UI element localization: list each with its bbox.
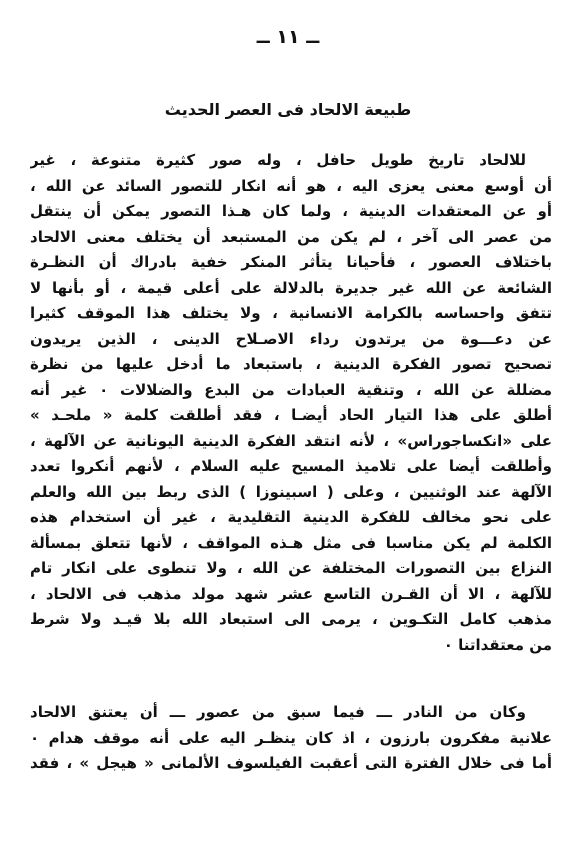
text-line: عن دعـــوة من يرتدون رداء الاصـلاح الدينى ، الذين يريدون bbox=[30, 329, 552, 348]
text-line: للالحاد تاريخ طويل حافل ، وله صور كثيرة متنوعة ، غير bbox=[30, 151, 526, 169]
text-line: الكلمة لم يكن مناسبا فى مثل هـذه المواقف ، لأنها تتعلق بمسألة bbox=[30, 533, 552, 552]
text-line: على «انكساجوراس» ، لأنه انتقد الفكرة الدينية اليونانية عن الآلهة ، bbox=[30, 431, 552, 450]
text-line: مضللة عن الله ، وتنقية العبادات من البدع والضلالات ٠ غير أنه bbox=[30, 380, 552, 399]
paragraph-2 bbox=[30, 700, 552, 777]
text-line: أطلق على هذا التيار الحاد أيضـا ، فقد أطلقت كلمة « ملحـد » bbox=[30, 406, 552, 424]
text-line: الآلهة عند الوثنيين ، وعلى ( اسبينوزا ) الذى ربط بين الله والعلم bbox=[30, 482, 552, 501]
text-line: مذهب كامل التكـوين ، يرمى الى استبعاد الله بلا قيـد ولا شرط bbox=[30, 610, 552, 628]
paragraph-1 bbox=[30, 148, 552, 658]
text-line: أو عن المعتقدات الدينية ، ولما كان هـذا التصور يمكن أن ينتقل bbox=[30, 202, 552, 220]
text-line: للآلهة ، الا أن القـرن التاسع عشر شهد مولد مذهب فى الالحاد ، bbox=[30, 584, 552, 603]
text-line: تصحيح تصور الفكرة الدينية ، باستبعاد ما أدخل عليها من نظرة bbox=[30, 355, 552, 373]
text-line: أما فى خلال الفترة التى أعقبت الفيلسوف الألمانى « هيجل » ، فقد bbox=[30, 754, 552, 772]
chapter-title: طبيعة الالحاد فى العصر الحديث bbox=[164, 100, 412, 119]
text-line: علانية مفكرون بارزون ، اذ كان ينظـر اليه على أنه موقف هدام ٠ bbox=[30, 728, 552, 747]
text-line: وأطلقت أيضا على تلاميذ المسيح عليه السلام ، لأنهم أنكروا تعدد bbox=[30, 457, 552, 475]
text-line: النزاع بين التصورات المختلفة عن الله ، ولا تنطوى على انكار تام bbox=[30, 559, 552, 577]
text-line: من عصر الى آخر ، لم يكن من المستبعد أن يختلف معنى الالحاد bbox=[30, 227, 552, 246]
text-line: تتفق واحساسه بالكرامة الانسانية ، ولا يختلف هذا الموقف كثيرا bbox=[30, 304, 552, 322]
page-number: ــ ١١ ــ bbox=[256, 26, 320, 48]
text-line: من معتقداتنا ٠ bbox=[443, 635, 552, 654]
text-line: أن أوسع معنى يعزى اليه ، هو أنه انكار للتصور السائد عن الله ، bbox=[30, 176, 552, 195]
text-line: الشائعة عن الله غير جديرة بالدلالة على أعلى قيمة ، أو بأنها لا bbox=[30, 278, 552, 297]
text-line: وكان من النادر ـــ فيما سبق من عصور ـــ أن يعتنق الالحاد bbox=[30, 703, 526, 721]
text-line: على نحو مخالف للفكرة الدينية التقليدية ، غير أن استخدام هذه bbox=[30, 508, 552, 526]
text-line: باختلاف العصور ، فأحيانا يتأثر المنكر خفية بادراك أن النظـرة bbox=[30, 253, 552, 271]
